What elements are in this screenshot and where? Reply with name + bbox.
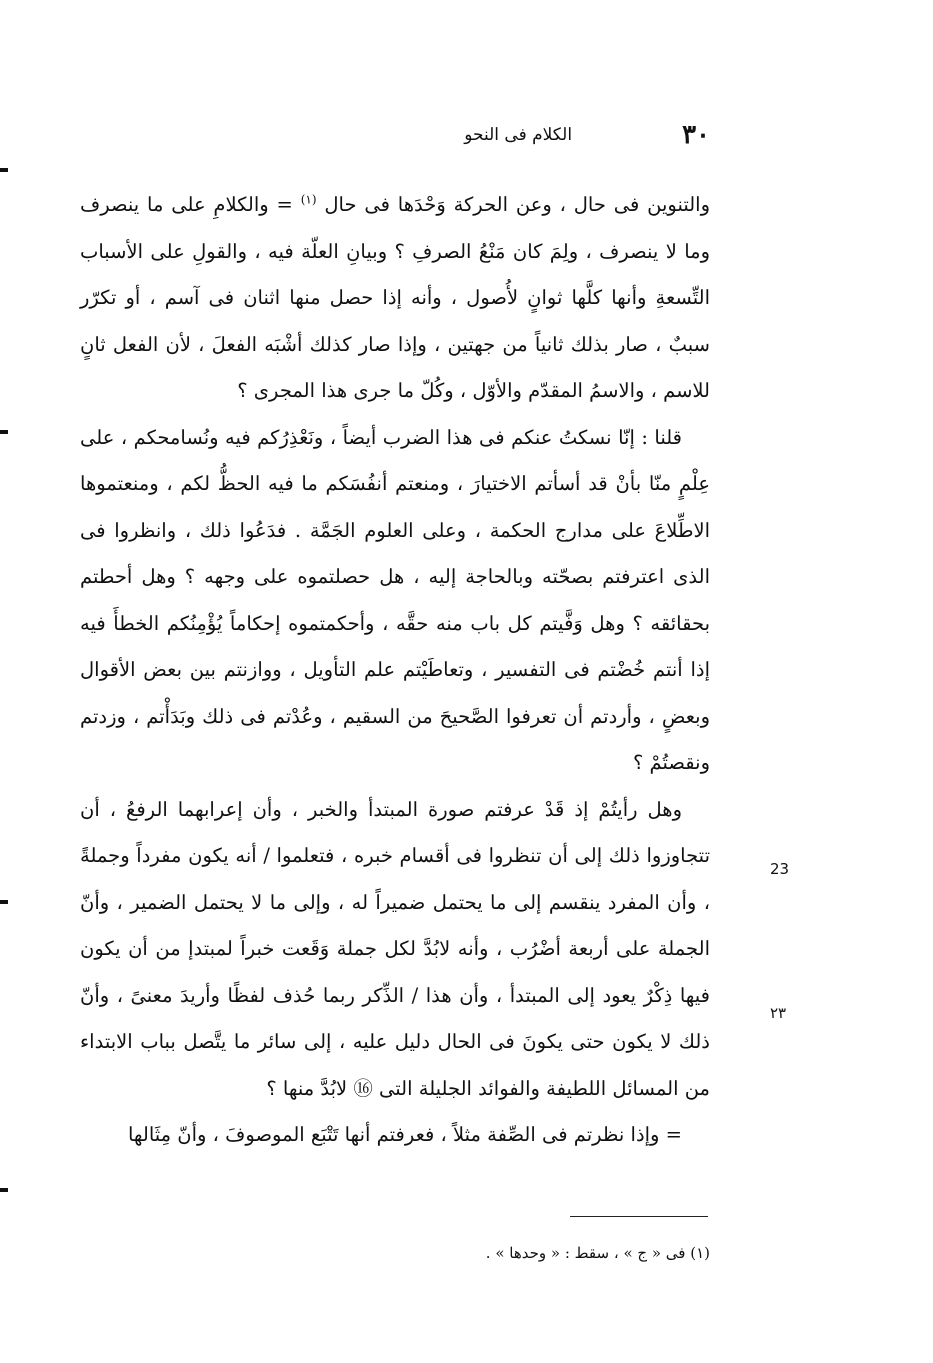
page-number: ٣٠ <box>682 120 710 150</box>
running-title: الكلام فى النحو <box>464 125 573 145</box>
paragraph: = وإذا نظرتم فى الصِّفة مثلاً ، فعرفتم أنها تَتْبَع الموصوفَ ، وأنّ مِثَالها <box>127 1123 682 1146</box>
paragraph-text: = والكلامِ على ما ينصرف وما لا ينصرف ، ولِمَ كان مَنْعُ الصرفِ ؟ وبيانِ العلّة فيه ، والقولِ على الأسباب التِّسعةِ وأنها كلَّها ثوانٍ لأُصول ، وأنه إذا حصل منها اثنان فى آسم ، أو تكرّر سببٌ ، صار بذلك ثانياً من جهتين ، وإذا صار كذلك أشْبَه الفعلَ ، لأن الفعل ثانٍ للاسم ، والاسمُ المقدّم والأوّل ، وكُلّ ما جرى هذا المجرى ؟ <box>80 193 710 402</box>
footnote-separator <box>570 1216 708 1217</box>
paragraph-text: والتنوين فى حال ، وعن الحركة وَحْدَها فى حال <box>324 193 711 216</box>
margin-folio-number: 23 <box>770 860 790 878</box>
margin-folio-number: ٢٣ <box>770 1004 787 1022</box>
footnote-reference: (١) <box>300 192 317 207</box>
paragraph: قلنا : إنّا نسكتُ عنكم فى هذا الضرب أيضاً ، ونَعْذِرُكم فيه ونُسامحكم ، على عِلْمٍ منّا بأنْ قد أسأتم الاختيارَ ، ومنعتم أنفُسَكم ما فيه الحظُّ لكم ، ومنعتموها الاطِّلاعَ على مدارج الحكمة ، وعلى العلوم الجَمَّة . فدَعُوا ذلك ، وانظروا فى الذى اعترفتم بصحّته وبالحاجة إليه ، هل حصلتموه على وجهه ؟ وهل أحطتم بحقائقه ؟ وهل وَفَّيتم كل باب منه حقَّه ، وأحكمتموه إحكاماً يُؤْمِنُكم الخطأَ فيه إذا أنتم خُضْتم فى التفسير ، وتعاطَيْتم علم التأويل ، ووازنتم بين بعض الأقوال وبعضٍ ، وأردتم أن تعرفوا الصَّحيحَ من السقيم ، وعُدْتم فى ذلك وبَدَأْتم ، وزدتم ونقصتُمْ ؟ <box>80 425 710 774</box>
footnote: (١) فى « ج » ، سقط : « وحدها » . <box>485 1244 710 1262</box>
page-header <box>330 118 710 152</box>
scan-edge-mark <box>0 1188 8 1192</box>
paragraph <box>80 182 710 415</box>
scan-edge-mark <box>0 430 8 434</box>
scan-edge-mark <box>0 168 8 172</box>
paragraph: وهل رأيتُمْ إذ قَدْ عرفتم صورة المبتدأ والخبر ، وأن إعرابهما الرفعُ ، أن تتجاوزوا ذلك إلى أن تنظروا فى أقسام خبره ، فتعلموا / أنه يكون مفرداً وجملةً ، وأن المفرد ينقسم إلى ما يحتمل ضميراً له ، وإلى ما لا يحتمل الضمير ، وأنّ الجملة على أربعة أضْرُب ، وأنه لابُدَّ لكل جملة وَقَعت خبراً لمبتدإ من أن يكون فيها ذِكْرٌ يعود إلى المبتدأ ، وأن هذا / الذِّكر ربما حُذف لفظًا وأريدَ معنىً ، وأنّ ذلك لا يكون حتى يكونَ فى الحال دليل عليه ، إلى سائر ما يتَّصل بباب الابتداء من المسائل اللطيفة والفوائد الجليلة التى ⑯ لابُدَّ منها ؟ <box>80 797 710 1100</box>
scan-edge-mark <box>0 900 8 904</box>
main-text <box>80 182 710 1159</box>
